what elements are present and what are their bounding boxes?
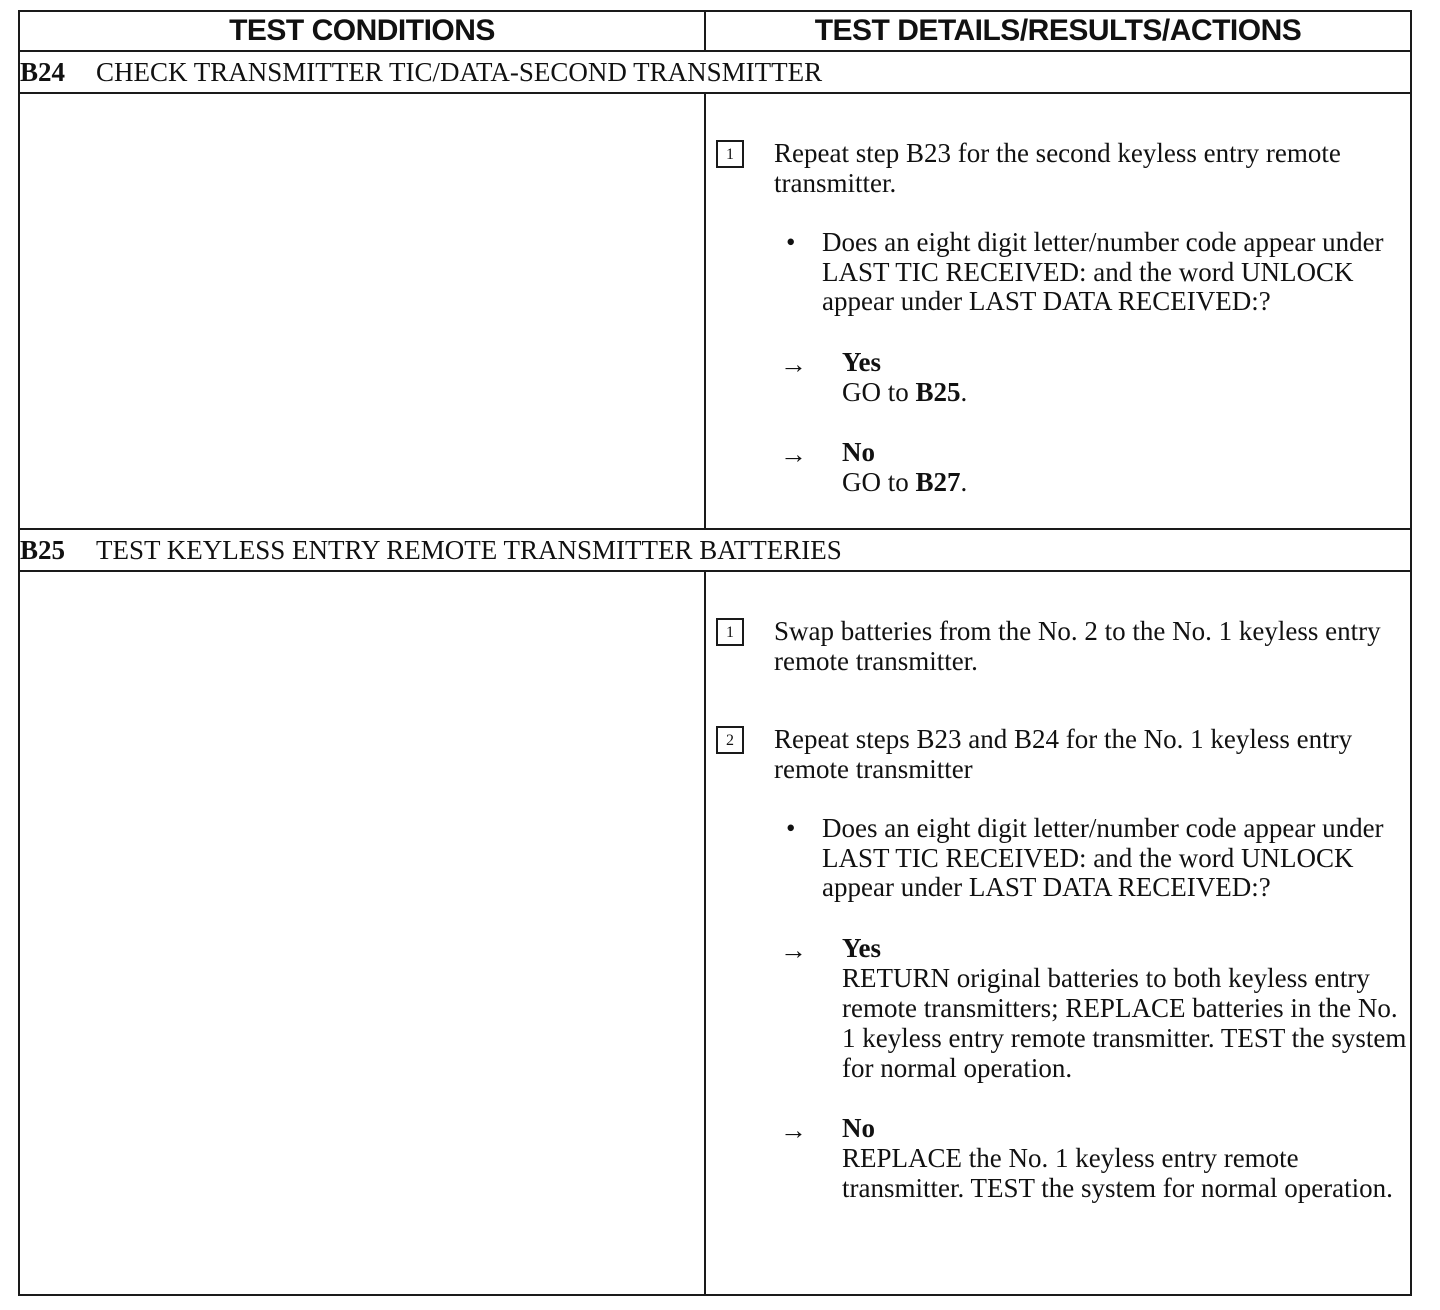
column-header-row: [19, 11, 1411, 51]
yes-label: Yes: [842, 346, 881, 377]
question-bullet: [706, 228, 1410, 317]
question-text: Does an eight digit letter/number code appear under LAST TIC RECEIVED: and the word UNLOCK appear under LAST DATA RECEIVED:?: [822, 813, 1384, 902]
step-number-box: 1: [716, 618, 744, 646]
no-action: [842, 467, 1410, 497]
no-label: No: [842, 1112, 875, 1143]
yes-branch: [706, 933, 1410, 1083]
step-number-box: 1: [716, 140, 744, 168]
bullet-dot-icon: •: [786, 813, 796, 843]
question-bullet: [706, 814, 1410, 903]
no-action: REPLACE the No. 1 keyless entry remote transmitter. TEST the system for normal operation.: [842, 1142, 1393, 1203]
step-title: TEST KEYLESS ENTRY REMOTE TRANSMITTER BATTERIES: [96, 534, 842, 565]
yes-action: [842, 377, 1410, 407]
action-prefix: GO to: [842, 466, 916, 497]
right-arrow-icon: →: [780, 1114, 807, 1145]
step-b25-header: [19, 529, 1411, 571]
instruction-text: Repeat steps B23 and B24 for the No. 1 keyless entry remote transmitter: [774, 724, 1353, 784]
yes-label: Yes: [842, 932, 881, 963]
step-number-box: 2: [716, 726, 744, 754]
bullet-dot-icon: •: [786, 227, 796, 257]
no-branch: [706, 437, 1410, 497]
test-details-cell: [705, 571, 1411, 1295]
step-b24-header: [19, 51, 1411, 93]
right-arrow-icon: →: [780, 348, 807, 379]
diagnostic-procedure-page: [18, 10, 1410, 1296]
no-label: No: [842, 436, 875, 467]
step-title: CHECK TRANSMITTER TIC/DATA-SECOND TRANSMITTER: [96, 56, 823, 87]
action-suffix: .: [960, 466, 968, 497]
test-details-cell: [705, 93, 1411, 529]
step-b25-header-row: [19, 529, 1411, 571]
test-conditions-cell: [19, 571, 705, 1295]
step-id: B25: [20, 534, 66, 565]
goto-step-link[interactable]: B25: [915, 376, 961, 407]
step-b24-header-row: [19, 51, 1411, 93]
instruction-step: [706, 616, 1410, 676]
step-b24-body-row: [19, 93, 1411, 529]
instruction-step: [706, 138, 1410, 198]
instruction-step: [706, 724, 1410, 784]
yes-action: RETURN original batteries to both keyless entry remote transmitters; REPLACE batteries in the No. 1 keyless entry remote transmitter. TEST the system for normal operation.: [842, 962, 1407, 1083]
right-arrow-icon: →: [780, 438, 807, 469]
step-b25-body-row: [19, 571, 1411, 1295]
action-suffix: .: [960, 376, 968, 407]
instruction-text: Swap batteries from the No. 2 to the No. 1 keyless entry remote transmitter.: [774, 616, 1381, 676]
no-branch: [706, 1113, 1410, 1203]
test-conditions-header: TEST CONDITIONS: [19, 11, 705, 51]
question-text: Does an eight digit letter/number code appear under LAST TIC RECEIVED: and the word UNLOCK appear under LAST DATA RECEIVED:?: [822, 227, 1384, 316]
test-conditions-cell: [19, 93, 705, 529]
goto-step-link[interactable]: B27: [915, 466, 961, 497]
test-details-header: TEST DETAILS/RESULTS/ACTIONS: [705, 11, 1411, 51]
step-id: B24: [20, 56, 66, 87]
yes-branch: [706, 347, 1410, 407]
action-prefix: GO to: [842, 376, 916, 407]
right-arrow-icon: →: [780, 934, 807, 965]
procedure-table: [18, 10, 1412, 1296]
instruction-text: Repeat step B23 for the second keyless entry remote transmitter.: [774, 138, 1341, 198]
